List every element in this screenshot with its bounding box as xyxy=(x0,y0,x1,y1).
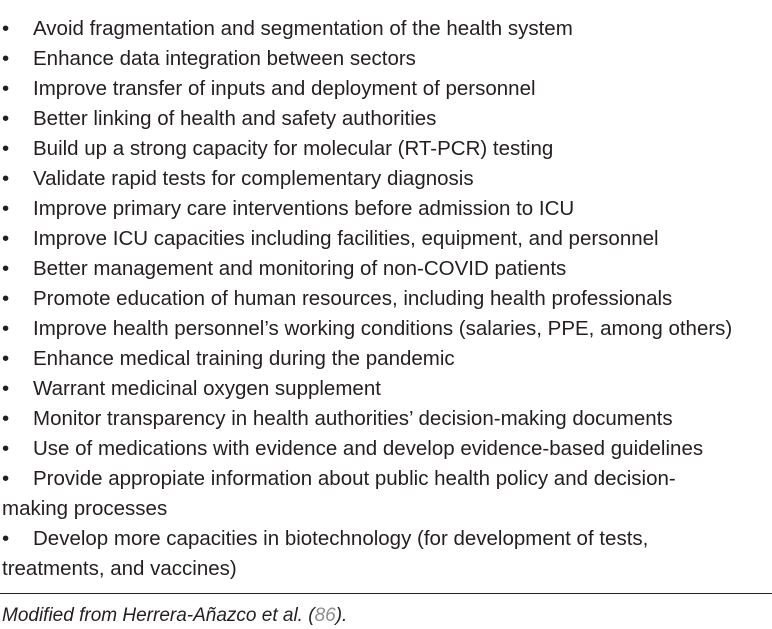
bullet-icon: • xyxy=(2,437,10,460)
list-item xyxy=(2,314,772,344)
footnote-prefix: Modified from Herrera-Añazco et al. ( xyxy=(2,605,315,626)
list-item-text: Develop more capacities in biotechnology (for development of tests, treatments, and vaccines) xyxy=(2,527,649,580)
list-item xyxy=(2,404,772,434)
recommendations-list xyxy=(0,14,772,584)
bullet-icon: • xyxy=(2,197,10,220)
list-item-text: Improve primary care interventions before admission to ICU xyxy=(33,197,575,220)
bullet-icon: • xyxy=(2,47,10,70)
bullet-icon: • xyxy=(2,257,10,280)
list-item xyxy=(2,524,727,584)
bullet-icon: • xyxy=(2,107,10,130)
list-item-text: Use of medications with evidence and develop evidence-based guidelines xyxy=(33,437,704,460)
list-item xyxy=(2,434,772,464)
reference-link[interactable]: 86 xyxy=(314,605,336,626)
list-item-text: Better management and monitoring of non-COVID patients xyxy=(33,257,567,280)
list-item xyxy=(2,74,772,104)
list-item-text: Avoid fragmentation and segmentation of the health system xyxy=(33,17,573,40)
bullet-icon: • xyxy=(2,377,10,400)
list-item-text: Better linking of health and safety authorities xyxy=(33,107,437,130)
table-footnote xyxy=(2,604,347,628)
list-item xyxy=(2,374,772,404)
list-item-text: Provide appropiate information about public health policy and decision-making processes xyxy=(2,467,676,520)
list-item xyxy=(2,164,772,194)
list-item xyxy=(2,224,772,254)
bullet-icon: • xyxy=(2,137,10,160)
list-item xyxy=(2,44,772,74)
list-item-text: Monitor transparency in health authorities’ decision-making documents xyxy=(33,407,673,430)
list-item xyxy=(2,344,772,374)
list-item-text: Warrant medicinal oxygen supplement xyxy=(33,377,381,400)
footnote-suffix: ). xyxy=(335,605,348,626)
list-item-text: Enhance data integration between sectors xyxy=(33,47,416,70)
bullet-icon: • xyxy=(2,347,10,370)
list-item xyxy=(2,284,772,314)
bullet-icon: • xyxy=(2,167,10,190)
list-item-text: Improve ICU capacities including facilities, equipment, and personnel xyxy=(33,227,659,250)
list-item-text: Improve transfer of inputs and deployment of personnel xyxy=(33,77,536,100)
bullet-icon: • xyxy=(2,467,10,490)
footnote-divider xyxy=(0,593,772,594)
list-item xyxy=(2,134,772,164)
list-item-text: Improve health personnel’s working conditions (salaries, PPE, among others) xyxy=(33,317,733,340)
list-item xyxy=(2,464,727,524)
list-item-text: Build up a strong capacity for molecular (RT-PCR) testing xyxy=(33,137,554,160)
bullet-icon: • xyxy=(2,317,10,340)
list-item xyxy=(2,254,772,284)
list-item-text: Promote education of human resources, including health professionals xyxy=(33,287,673,310)
list-item xyxy=(2,14,772,44)
bullet-icon: • xyxy=(2,407,10,430)
bullet-icon: • xyxy=(2,287,10,310)
bullet-icon: • xyxy=(2,527,10,550)
list-item xyxy=(2,194,772,224)
list-item-text: Enhance medical training during the pandemic xyxy=(33,347,455,370)
list-item xyxy=(2,104,772,134)
bullet-icon: • xyxy=(2,17,10,40)
list-item-text: Validate rapid tests for complementary diagnosis xyxy=(33,167,474,190)
bullet-icon: • xyxy=(2,227,10,250)
bullet-icon: • xyxy=(2,77,10,100)
